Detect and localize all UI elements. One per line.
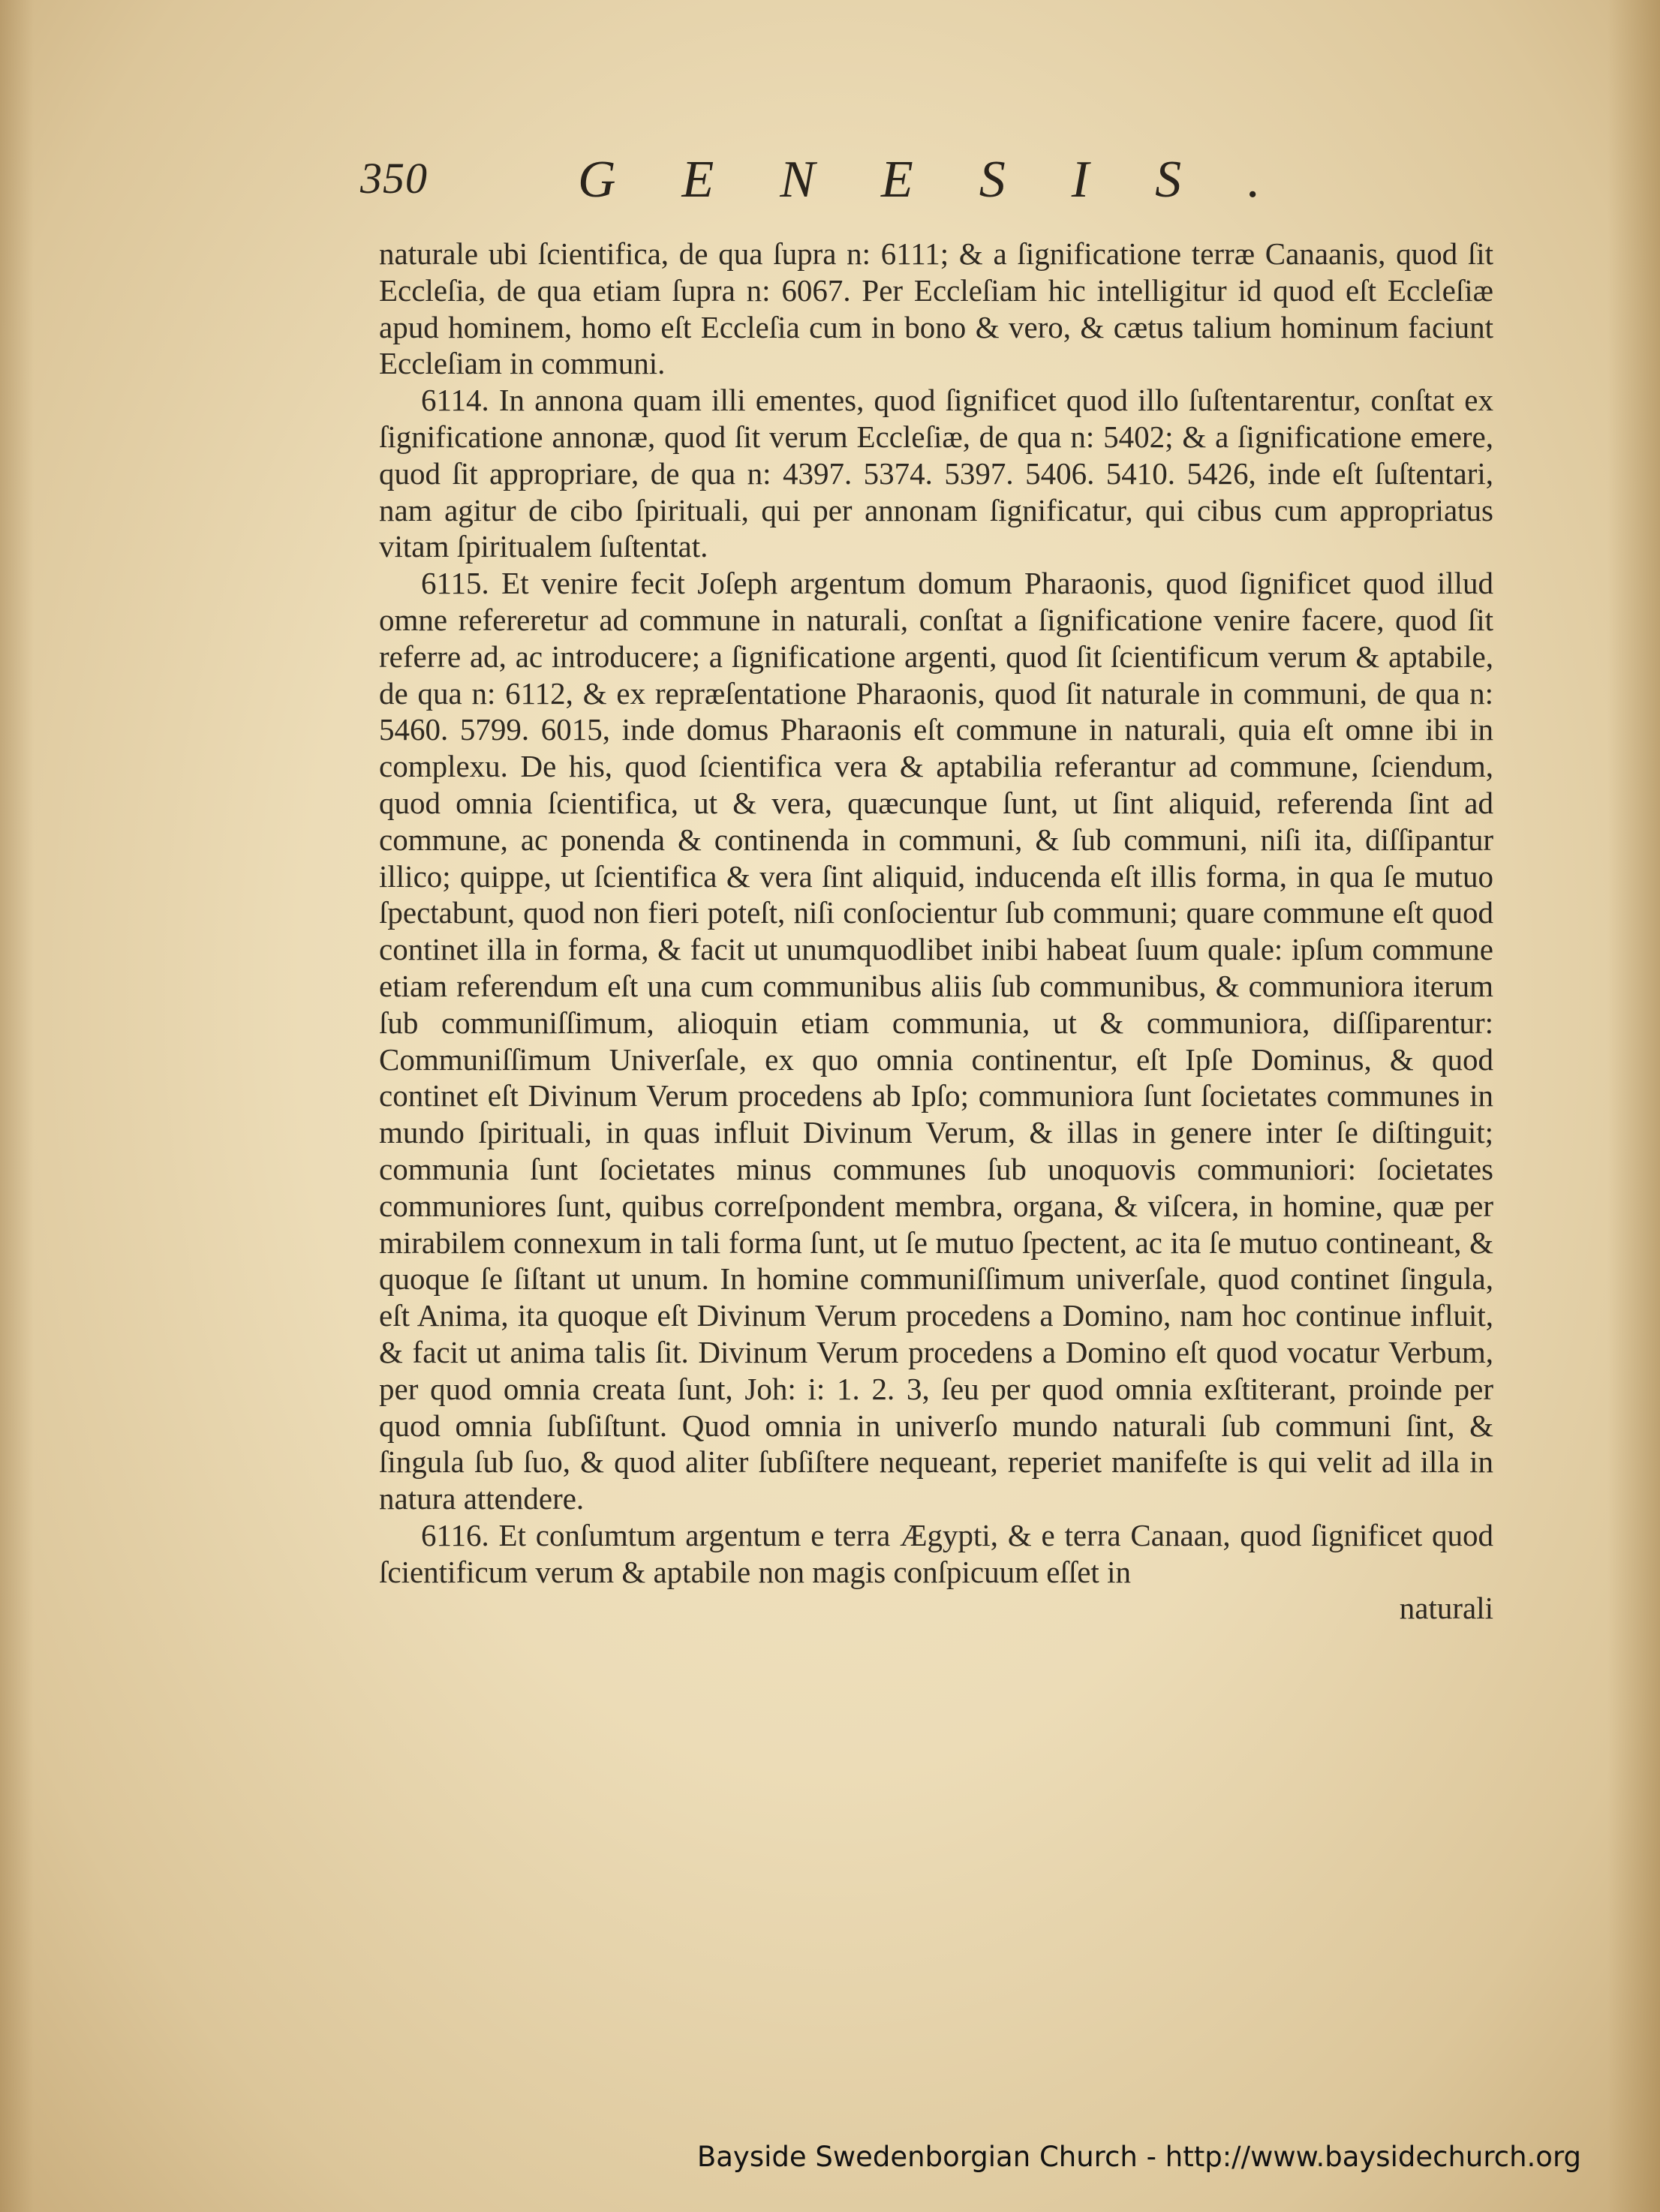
paragraph-continued: naturale ubi ſcientifica, de qua ſupra n: 6111; & a ſignificatione terræ Canaanis, quod ſit Eccleſia, de qua etiam ſupra n: 6067. Per Eccleſiam hic intelligitur id quod eſt Eccleſiæ apud hominem, homo eſt Eccleſia cum in bono & vero, & cætus talium hominum faciunt Eccleſiam in communi. (379, 236, 1493, 381)
body-text (379, 236, 1493, 1627)
paragraph-6116: 6116. Et conſumtum argentum e terra Ægypti, & e terra Canaan, quod ſignificet quod ſcientificum verum & aptabile non magis conſpicuum eſſet in (379, 1517, 1493, 1589)
page-title: GENESIS. (578, 151, 1327, 209)
paragraph-6114: 6114. In annona quam illi ementes, quod ſignificet quod illo ſuſtentarentur, conſtat ex ſignificatione annonæ, quod ſit verum Eccleſiæ, de qua n: 5402; & a ſignificatione emere, quod ſit appropriare, de qua n: 4397. 5374. 5397. 5406. 5410. 5426, inde eſt ſuſtentari, nam agitur de cibo ſpirituali, qui per annonam ſignificatur, qui cibus cum appropriatus vitam ſpiritualem ſuſtentat. (379, 383, 1493, 564)
running-head (360, 150, 1501, 218)
catchword: naturali (1399, 1591, 1493, 1626)
page-edge-shadow (1607, 0, 1660, 2212)
watermark-text: Bayside Swedenborgian Church - http://www.baysidechurch.org (696, 2141, 1581, 2173)
page-number: 350 (360, 154, 428, 203)
paragraph-6115: 6115. Et venire fecit Joſeph argentum domum Pharaonis, quod ſignificet quod illud omne refereretur ad commune in naturali, conſtat a ſignificatione venire facere, quod ſit referre ad, ac introducere; a ſignificatione argenti, quod ſit ſcientificum verum & aptabile, de qua n: 6112, & ex repræſentatione Pharaonis, quod ſit naturale in communi, de qua n: 5460. 5799. 6015, inde domus Pharaonis eſt commune in naturali, quia eſt omne ibi in complexu. De his, quod ſcientifica vera & aptabilia referantur ad commune, ſciendum, quod omnia ſcientifica, ut & vera, quæcunque ſunt, ut ſint aliquid, referenda ſint ad commune, ac ponenda & continenda in communi, & ſub communi, niſi ita, diſſipantur illico; quippe, ut ſcientifica & vera ſint aliquid, inducenda eſt illis forma, in qua ſe mutuo ſpectabunt, quod non fieri poteſt, niſi conſocientur ſub communi; quare commune eſt quod continet illa in forma, & facit ut unumquodlibet inibi habeat ſuum quale: ipſum commune etiam referendum eſt una cum communibus aliis ſub communibus, & communiora iterum ſub communiſſimum, alioquin etiam communia, ut & communiora, diſſiparentur: Communiſſimum Univerſale, ex quo omnia continentur, eſt Ipſe Dominus, & quod continet eſt Divinum Verum procedens ab Ipſo; communiora ſunt ſocietates communes in mundo ſpirituali, in quas influit Divinum Verum, & illas in genere inter ſe diſtinguit; communia ſunt ſocietates minus communes ſub unoquovis communiori: ſocietates communiores ſunt, quibus correſpondent membra, organa, & viſcera, in homine, quæ per mirabilem connexum in tali forma ſunt, ut ſe mutuo ſpectent, ac ita ſe mutuo contineant, & quoque ſe ſiſtant ut unum. In homine communiſſimum univerſale, quod continet ſingula, eſt Anima, ita quoque eſt Divinum Verum procedens a Domino, nam hoc continue influit, & facit ut anima talis ſit. Divinum Verum procedens a Domino eſt quod vocatur Verbum, per quod omnia creata ſunt, Joh: i: 1. 2. 3, ſeu per quod omnia exſtiterant, proinde per quod omnia ſubſiſtunt. Quod omnia in univerſo mundo naturali ſub communi ſint, & ſingula ſub ſuo, & quod aliter ſubſiſtere nequeant, reperiet manifeſte is qui velit ad illa in natura attendere. (379, 566, 1493, 1516)
gutter-shadow (0, 0, 34, 2212)
